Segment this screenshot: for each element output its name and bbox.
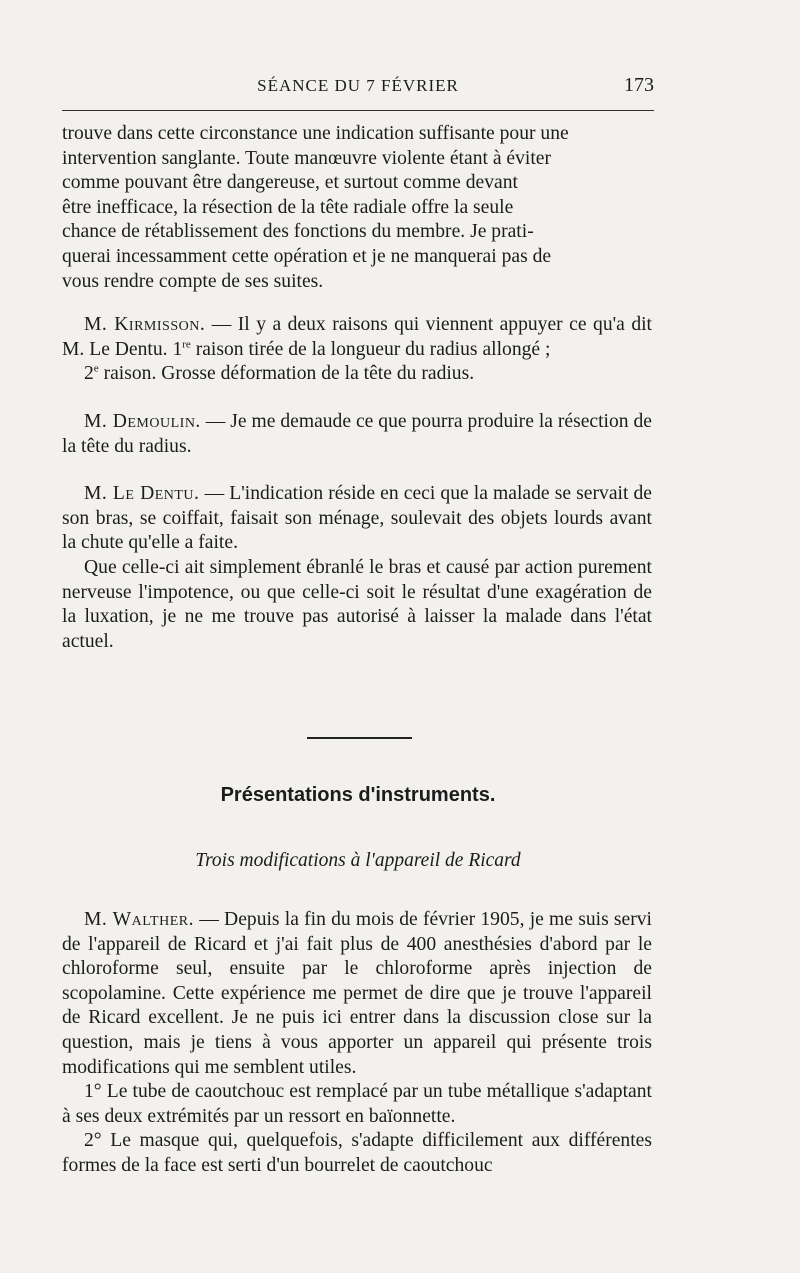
main-text (62, 122, 652, 654)
le-dentu-paragraph: M. Le Dentu. — L'indication réside en ceci que la malade se servait de son bras, se coiffait, faisait son ménage, soulevait des objets lourds avant la chute qu'elle a faite. (62, 483, 653, 554)
intro-line: querai incessamment cette opération et je ne manquerai pas de (62, 245, 552, 267)
walther-text (62, 908, 652, 1179)
modification-item-2: 2° Le masque qui, quelquefois, s'adapte difficilement aux différentes formes de la face est serti d'un bourrelet de caoutchouc (62, 1130, 652, 1176)
demoulin-paragraph: M. Demoulin. — Je me demaude ce que pourra produire la résection de la tête du radius. (62, 410, 652, 457)
speaker-name: M. Kirmisson. (84, 314, 206, 336)
running-header (62, 76, 654, 102)
page-number: 173 (624, 74, 654, 96)
kirmisson-paragraph: M. Kirmisson. — Il y a deux raisons qui viennent appuyer ce qu'a dit M. Le Dentu. 1re raison tirée de la longueur du radius allongé ; (62, 314, 653, 360)
speaker-name: M. Walther. (84, 909, 195, 930)
modification-item-1: 1° Le tube de caoutchouc est remplacé par un tube métallique s'adaptant à ses deux extrémités par un ressort en baïonnette. (62, 1081, 652, 1127)
le-dentu-paragraph-2: Que celle-ci ait simplement ébranlé le bras et causé par action purement nerveuse l'impotence, ou que celle-ci soit le résultat d'une exagération de la luxation, je ne me trouve pas autorisé à laisser la malade dans l'état actuel. (62, 556, 652, 652)
section-separator (307, 737, 412, 739)
speaker-name: M. Le Dentu. (84, 483, 200, 505)
intro-line: comme pouvant être dangereuse, et surtout comme devant (62, 172, 518, 194)
intro-line: intervention sanglante. Toute manœuvre violente étant à éviter (62, 147, 552, 169)
intro-line: être inefficace, la résection de la tête radiale offre la seule (62, 196, 514, 218)
header-rule (62, 110, 654, 111)
intro-line: chance de rétablissement des fonctions du membre. Je prati- (62, 221, 534, 243)
speaker-name: M. Demoulin. (84, 410, 201, 432)
intro-line: vous rendre compte de ses suites. (62, 270, 324, 292)
running-title: SÉANCE DU 7 FÉVRIER (257, 76, 459, 95)
intro-line: trouve dans cette circonstance une indication suffisante pour une (62, 123, 569, 144)
kirmisson-second-reason: 2e raison. Grosse déformation de la tête du radius. (84, 362, 475, 385)
section-subtitle: Trois modifications à l'appareil de Ricard (195, 850, 521, 871)
section-title: Présentations d'instruments. (220, 784, 496, 806)
walther-paragraph: M. Walther. — Depuis la fin du mois de février 1905, je me suis servi de l'appareil de Ricard et j'ai fait plus de 400 anesthésies d'abord par le chloroforme seul, ensuite par le chloroforme après injection de scopolamine. Cette expérience me permet de dire que je trouve l'appareil de Ricard excellent. Je ne puis ici entrer dans la discussion close sur la question, mais je tiens à vous apporter un appareil qui présente trois modifications qui me semblent utiles. (62, 909, 652, 1078)
